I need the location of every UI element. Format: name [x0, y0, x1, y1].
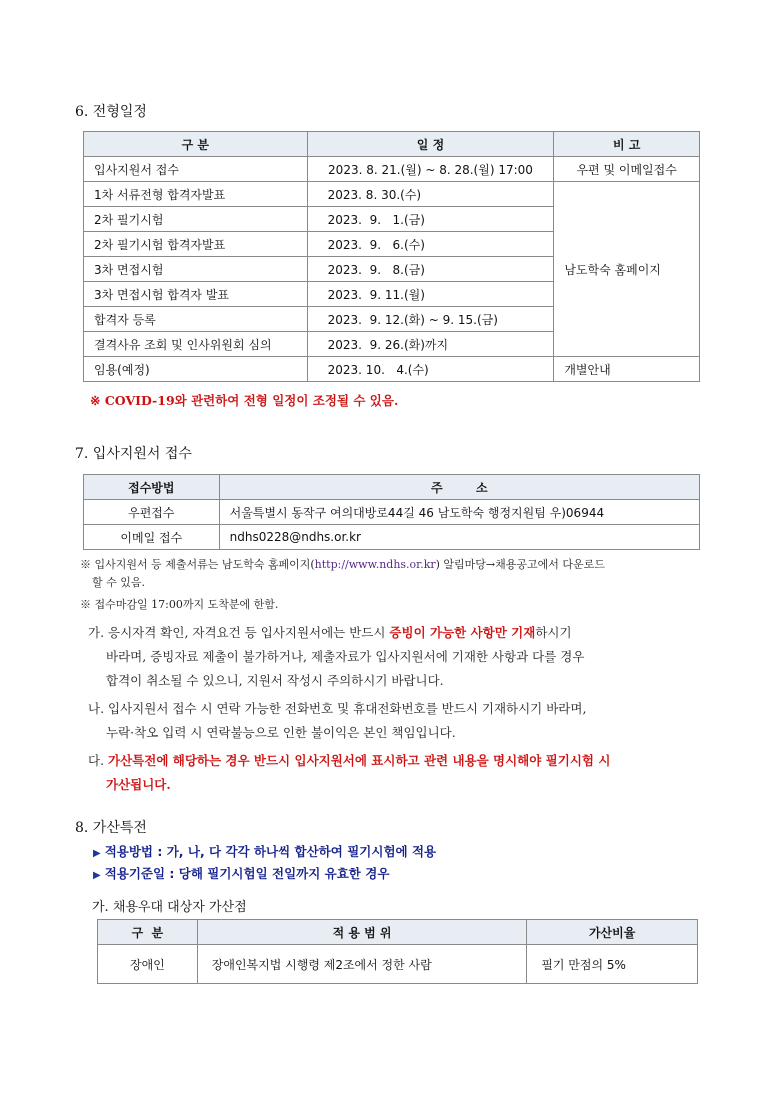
application-method: 이메일 접수 [84, 525, 220, 550]
schedule-note: 개별안내 [554, 357, 700, 382]
section8-title: 8. 가산특전 [75, 820, 147, 836]
schedule-item: 합격자 등록 [84, 307, 308, 332]
header-category: 구 분 [84, 132, 308, 157]
bonus-table [97, 919, 698, 984]
schedule-item: 1차 서류전형 합격자발표 [84, 182, 308, 207]
table-row [84, 525, 700, 550]
download-note: ※ 입사지원서 등 제출서류는 남도학숙 홈페이지(http://www.ndhs.or.kr) 알림마당→채용공고에서 다운로드 할 수 있음. [80, 558, 605, 589]
section6-title: 6. 전형일정 [75, 104, 147, 120]
header-remarks: 비 고 [554, 132, 700, 157]
bonus-type: 장애인 [98, 945, 198, 984]
paragraph-ga: 가. 응시자격 확인, 자격요건 등 입사지원서에는 반드시 증빙이 가능한 사항만 기재하시기 바라며, 증빙자료 제출이 불가하거나, 제출자료가 입사지원서에 기재한 사항과 다를 경우 합격이 취소될 수 있으니, 지원서 작성시 주의하시기 바랍니다. [88, 625, 585, 688]
schedule-date: 2023. 9. 6.(수) [307, 232, 554, 257]
application-email: ndhs0228@ndhs.or.kr [219, 525, 699, 550]
application-method: 우편접수 [84, 500, 220, 525]
covid-note: ※ COVID-19와 관련하여 전형 일정이 조정될 수 있음. [90, 393, 399, 408]
schedule-item: 2차 필기시험 [84, 207, 308, 232]
triangle-right-icon: ▶ [93, 870, 101, 881]
triangle-right-icon: ▶ [93, 848, 101, 859]
schedule-item: 입사지원서 접수 [84, 157, 308, 182]
section7-title: 7. 입사지원서 접수 [75, 446, 192, 462]
schedule-note: 우편 및 이메일접수 [554, 157, 700, 182]
bullet-apply-method: ▶ 적용방법 : 가, 나, 다 각각 하나씩 합산하여 필기시험에 적용 [93, 844, 437, 859]
bonus-rate: 필기 만점의 5% [527, 945, 698, 984]
schedule-date: 2023. 9. 1.(금) [307, 207, 554, 232]
table-header-row [84, 132, 700, 157]
header-schedule: 일 정 [307, 132, 554, 157]
homepage-link[interactable]: http://www.ndhs.or.kr [314, 558, 436, 571]
bonus-scope: 장애인복지법 시행령 제2조에서 정한 사람 [197, 945, 527, 984]
schedule-item: 결격사유 조회 및 인사위원회 심의 [84, 332, 308, 357]
schedule-table [83, 131, 700, 382]
header-type: 구 분 [98, 920, 198, 945]
schedule-date: 2023. 9. 8.(금) [307, 257, 554, 282]
application-address: 서울특별시 동작구 여의대방로44길 46 남도학숙 행정지원팀 우)06944 [219, 500, 699, 525]
schedule-date: 2023. 8. 21.(월) ~ 8. 28.(월) 17:00 [307, 157, 554, 182]
preferred-subtitle: 가. 채용우대 대상자 가산점 [92, 900, 247, 915]
header-scope: 적 용 범 위 [197, 920, 527, 945]
schedule-date: 2023. 9. 12.(화) ~ 9. 15.(금) [307, 307, 554, 332]
paragraph-da: 다. 가산특전에 해당하는 경우 반드시 입사지원서에 표시하고 관련 내용을 명시해야 필기시험 시 가산됩니다. [88, 753, 611, 792]
table-header-row [84, 475, 700, 500]
table-row [84, 157, 700, 182]
header-rate: 가산비율 [527, 920, 698, 945]
highlight-evidence: 증빙이 가능한 사항만 기재 [389, 625, 536, 640]
table-row [84, 182, 700, 207]
schedule-date: 2023. 9. 11.(월) [307, 282, 554, 307]
schedule-date: 2023. 10. 4.(수) [307, 357, 554, 382]
header-address: 주 소 [219, 475, 699, 500]
paragraph-na: 나. 입사지원서 접수 시 연락 가능한 전화번호 및 휴대전화번호를 반드시 기재하시기 바라며, 누락·착오 입력 시 연락불능으로 인한 불이익은 본인 책임입니다. [88, 701, 587, 740]
header-method: 접수방법 [84, 475, 220, 500]
schedule-date: 2023. 8. 30.(수) [307, 182, 554, 207]
table-header-row [98, 920, 698, 945]
schedule-item: 임용(예정) [84, 357, 308, 382]
schedule-merged-note: 남도학숙 홈페이지 [554, 182, 700, 357]
schedule-item: 3차 면접시험 합격자 발표 [84, 282, 308, 307]
table-row [98, 945, 698, 984]
bullet-apply-date: ▶ 적용기준일 : 당해 필기시험일 전일까지 유효한 경우 [93, 866, 390, 881]
table-row [84, 500, 700, 525]
deadline-note: ※ 접수마감일 17:00까지 도착분에 한함. [80, 598, 279, 611]
schedule-date: 2023. 9. 26.(화)까지 [307, 332, 554, 357]
schedule-item: 3차 면접시험 [84, 257, 308, 282]
schedule-item: 2차 필기시험 합격자발표 [84, 232, 308, 257]
table-row [84, 357, 700, 382]
application-table [83, 474, 700, 550]
